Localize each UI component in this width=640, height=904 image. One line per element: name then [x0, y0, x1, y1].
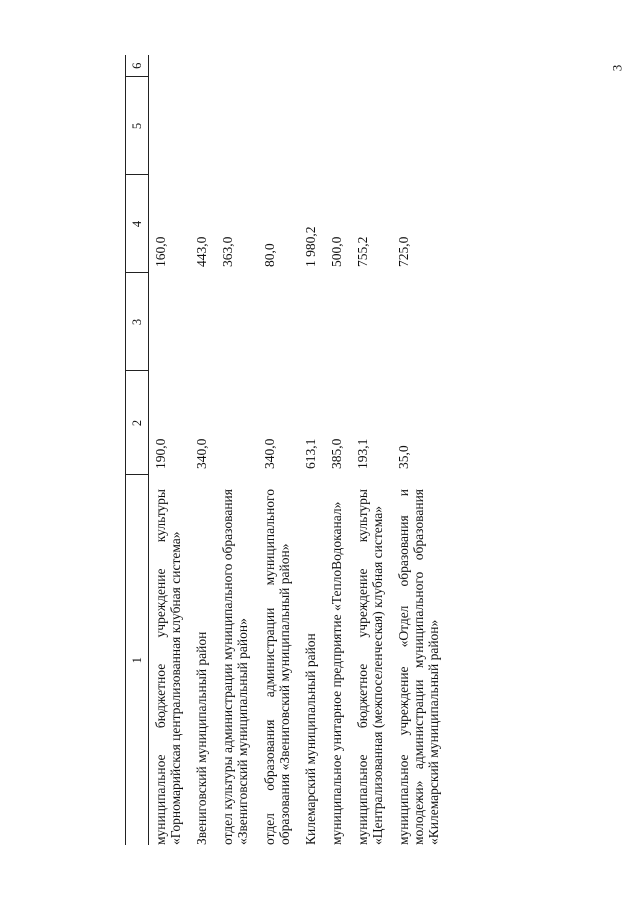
cell-col6	[258, 55, 299, 77]
cell-col2: 35,0	[396, 445, 412, 469]
table-row	[299, 55, 325, 845]
row-name: муниципальное учреждение «Отдел образования и молодежи» администрации муниципального образования «Килемарский муниципальный район»	[396, 489, 442, 845]
cell-col4: 363,0	[220, 236, 236, 267]
cell-col4: 500,0	[328, 236, 344, 267]
cell-col4: 443,0	[194, 236, 210, 267]
cell-col6	[190, 55, 216, 77]
cell-col5	[299, 77, 325, 175]
cell-col3	[149, 273, 191, 371]
table-row	[190, 55, 216, 845]
column-header: 1	[126, 475, 149, 845]
cell-col6	[216, 55, 257, 77]
cell-col6	[351, 55, 392, 77]
cell-col4: 755,2	[354, 236, 370, 267]
cell-col5	[258, 77, 299, 175]
cell-col6	[392, 55, 448, 77]
cell-col6	[325, 55, 351, 77]
cell-col4: 725,0	[396, 236, 412, 267]
row-name: муниципальное бюджетное учреждение культуры «Централизованная (межпоселенческая) клубная система»	[354, 489, 386, 845]
cell-col4: 80,0	[261, 243, 277, 267]
column-header: 6	[126, 55, 149, 77]
cell-col2: 613,1	[302, 438, 318, 469]
cell-col5	[392, 77, 448, 175]
row-name: муниципальное бюджетное учреждение культуры «Горномарийская централизованная клубная система»	[153, 489, 184, 845]
row-name: муниципальное унитарное предприятие «ТеплоВодоканал»	[328, 501, 344, 845]
table-header-row	[126, 55, 149, 845]
cell-col6	[299, 55, 325, 77]
row-name: Звениговский муниципальный район	[194, 631, 210, 845]
budget-table	[125, 55, 625, 845]
column-header: 2	[126, 371, 149, 475]
cell-col2: 193,1	[354, 438, 370, 469]
cell-col5	[325, 77, 351, 175]
row-name: отдел образования администрации муниципального образования «Звениговский муниципальный район»	[261, 489, 292, 845]
cell-col3	[258, 273, 299, 371]
cell-col4: 1 980,2	[302, 226, 318, 267]
cell-col5	[351, 77, 392, 175]
table-row	[392, 55, 448, 845]
cell-col2	[216, 371, 257, 475]
cell-col5	[149, 77, 191, 175]
cell-col4: 160,0	[153, 236, 168, 267]
table-row	[149, 55, 191, 845]
column-header: 4	[126, 175, 149, 273]
column-header: 5	[126, 77, 149, 175]
cell-col5	[190, 77, 216, 175]
cell-col3	[325, 273, 351, 371]
cell-col3	[299, 273, 325, 371]
cell-col3	[351, 273, 392, 371]
page-number: 3	[609, 64, 625, 72]
cell-col2: 385,0	[328, 438, 344, 469]
table-row	[216, 55, 257, 845]
cell-col3	[216, 273, 257, 371]
row-name: Килемарский муниципальный район	[302, 633, 318, 845]
cell-col6	[149, 55, 191, 77]
row-name: отдел культуры администрации муниципального образования «Звениговский муниципальный район»	[220, 489, 251, 845]
cell-col2: 340,0	[194, 438, 210, 469]
column-header: 3	[126, 273, 149, 371]
table-row	[351, 55, 392, 845]
cell-col3	[190, 273, 216, 371]
table-row	[258, 55, 299, 845]
cell-col2: 190,0	[153, 438, 168, 469]
cell-col2: 340,0	[261, 438, 277, 469]
table-row	[325, 55, 351, 845]
cell-col5	[216, 77, 257, 175]
cell-col3	[392, 273, 448, 371]
